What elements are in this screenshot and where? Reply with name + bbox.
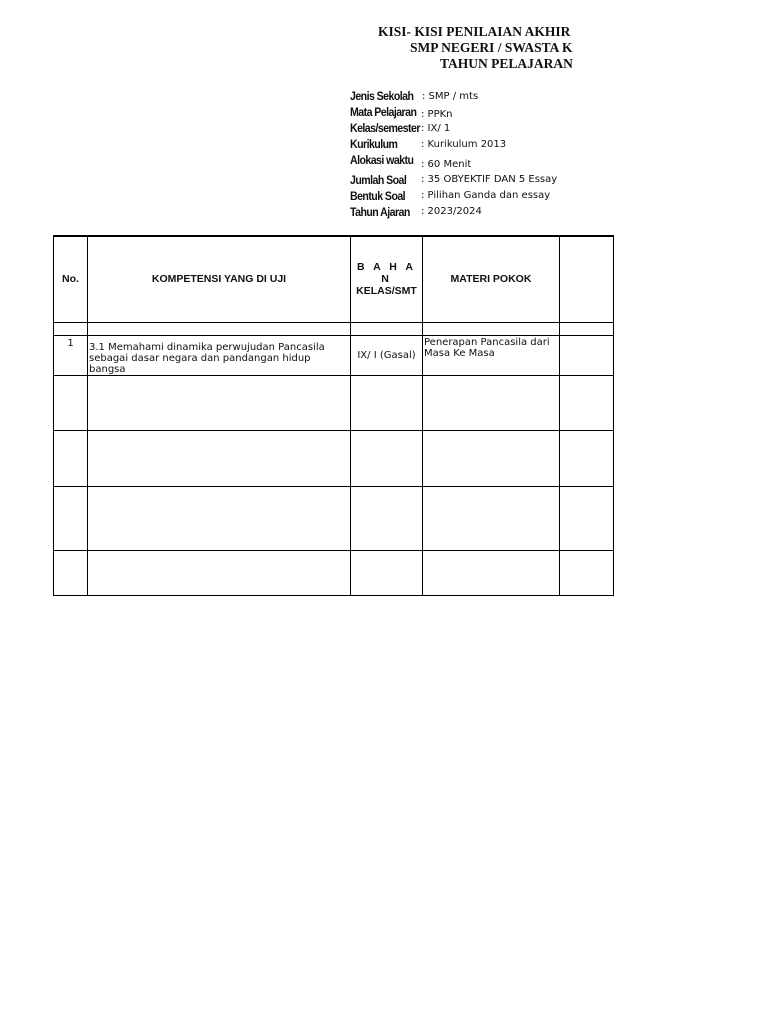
table-row-empty (54, 375, 614, 430)
info-value: : 60 Menit (421, 159, 472, 170)
title-line-1: KISI- KISI PENILAIAN AKHIR (378, 24, 571, 39)
header-extra (560, 236, 614, 322)
cell-bahan: IX/ I (Gasal) (351, 335, 423, 375)
document-title (378, 24, 638, 72)
info-value: : IX/ 1 (421, 123, 451, 134)
info-value: : 35 OBYEKTIF DAN 5 Essay (421, 174, 558, 185)
info-value: : PPKn (421, 109, 453, 120)
info-value: : Pilihan Ganda dan essay (421, 190, 551, 201)
info-value: : SMP / mts (422, 91, 479, 102)
info-label: Jenis Sekolah (350, 91, 414, 103)
table-spacer-row (54, 322, 614, 335)
info-value: : 2023/2024 (421, 206, 482, 217)
header-materi: MATERI POKOK (423, 236, 560, 322)
title-line-2: SMP NEGERI / SWASTA K (410, 40, 573, 55)
header-kompetensi: KOMPETENSI YANG DI UJI (88, 236, 351, 322)
info-label: Alokasi waktu (350, 155, 414, 167)
info-label: Jumlah Soal (350, 175, 407, 187)
table-row-empty (54, 430, 614, 486)
table-row-empty (54, 550, 614, 595)
header-no: No. (54, 236, 88, 322)
cell-materi: Penerapan Pancasila dari Masa Ke Masa (423, 335, 560, 375)
info-label: Tahun Ajaran (350, 207, 410, 219)
info-label: Bentuk Soal (350, 191, 406, 203)
info-label: Kelas/semester (350, 123, 420, 135)
info-label: Kurikulum (350, 139, 398, 151)
title-line-3: TAHUN PELAJARAN (440, 56, 573, 71)
table-header-row (54, 236, 614, 322)
table-row (54, 335, 614, 375)
kisi-kisi-table (53, 235, 614, 596)
info-value: : Kurikulum 2013 (421, 139, 507, 150)
info-label: Mata Pelajaran (350, 107, 417, 119)
header-bahan-line2: KELAS/SMT (356, 285, 417, 298)
table-row-empty (54, 486, 614, 550)
cell-no: 1 (54, 335, 88, 375)
header-bahan (351, 236, 423, 322)
cell-kompetensi: 3.1 Memahami dinamika perwujudan Pancasila sebagai dasar negara dan pandangan hidup bangsa (88, 335, 351, 375)
header-bahan-line1: B A H A N (357, 261, 416, 286)
